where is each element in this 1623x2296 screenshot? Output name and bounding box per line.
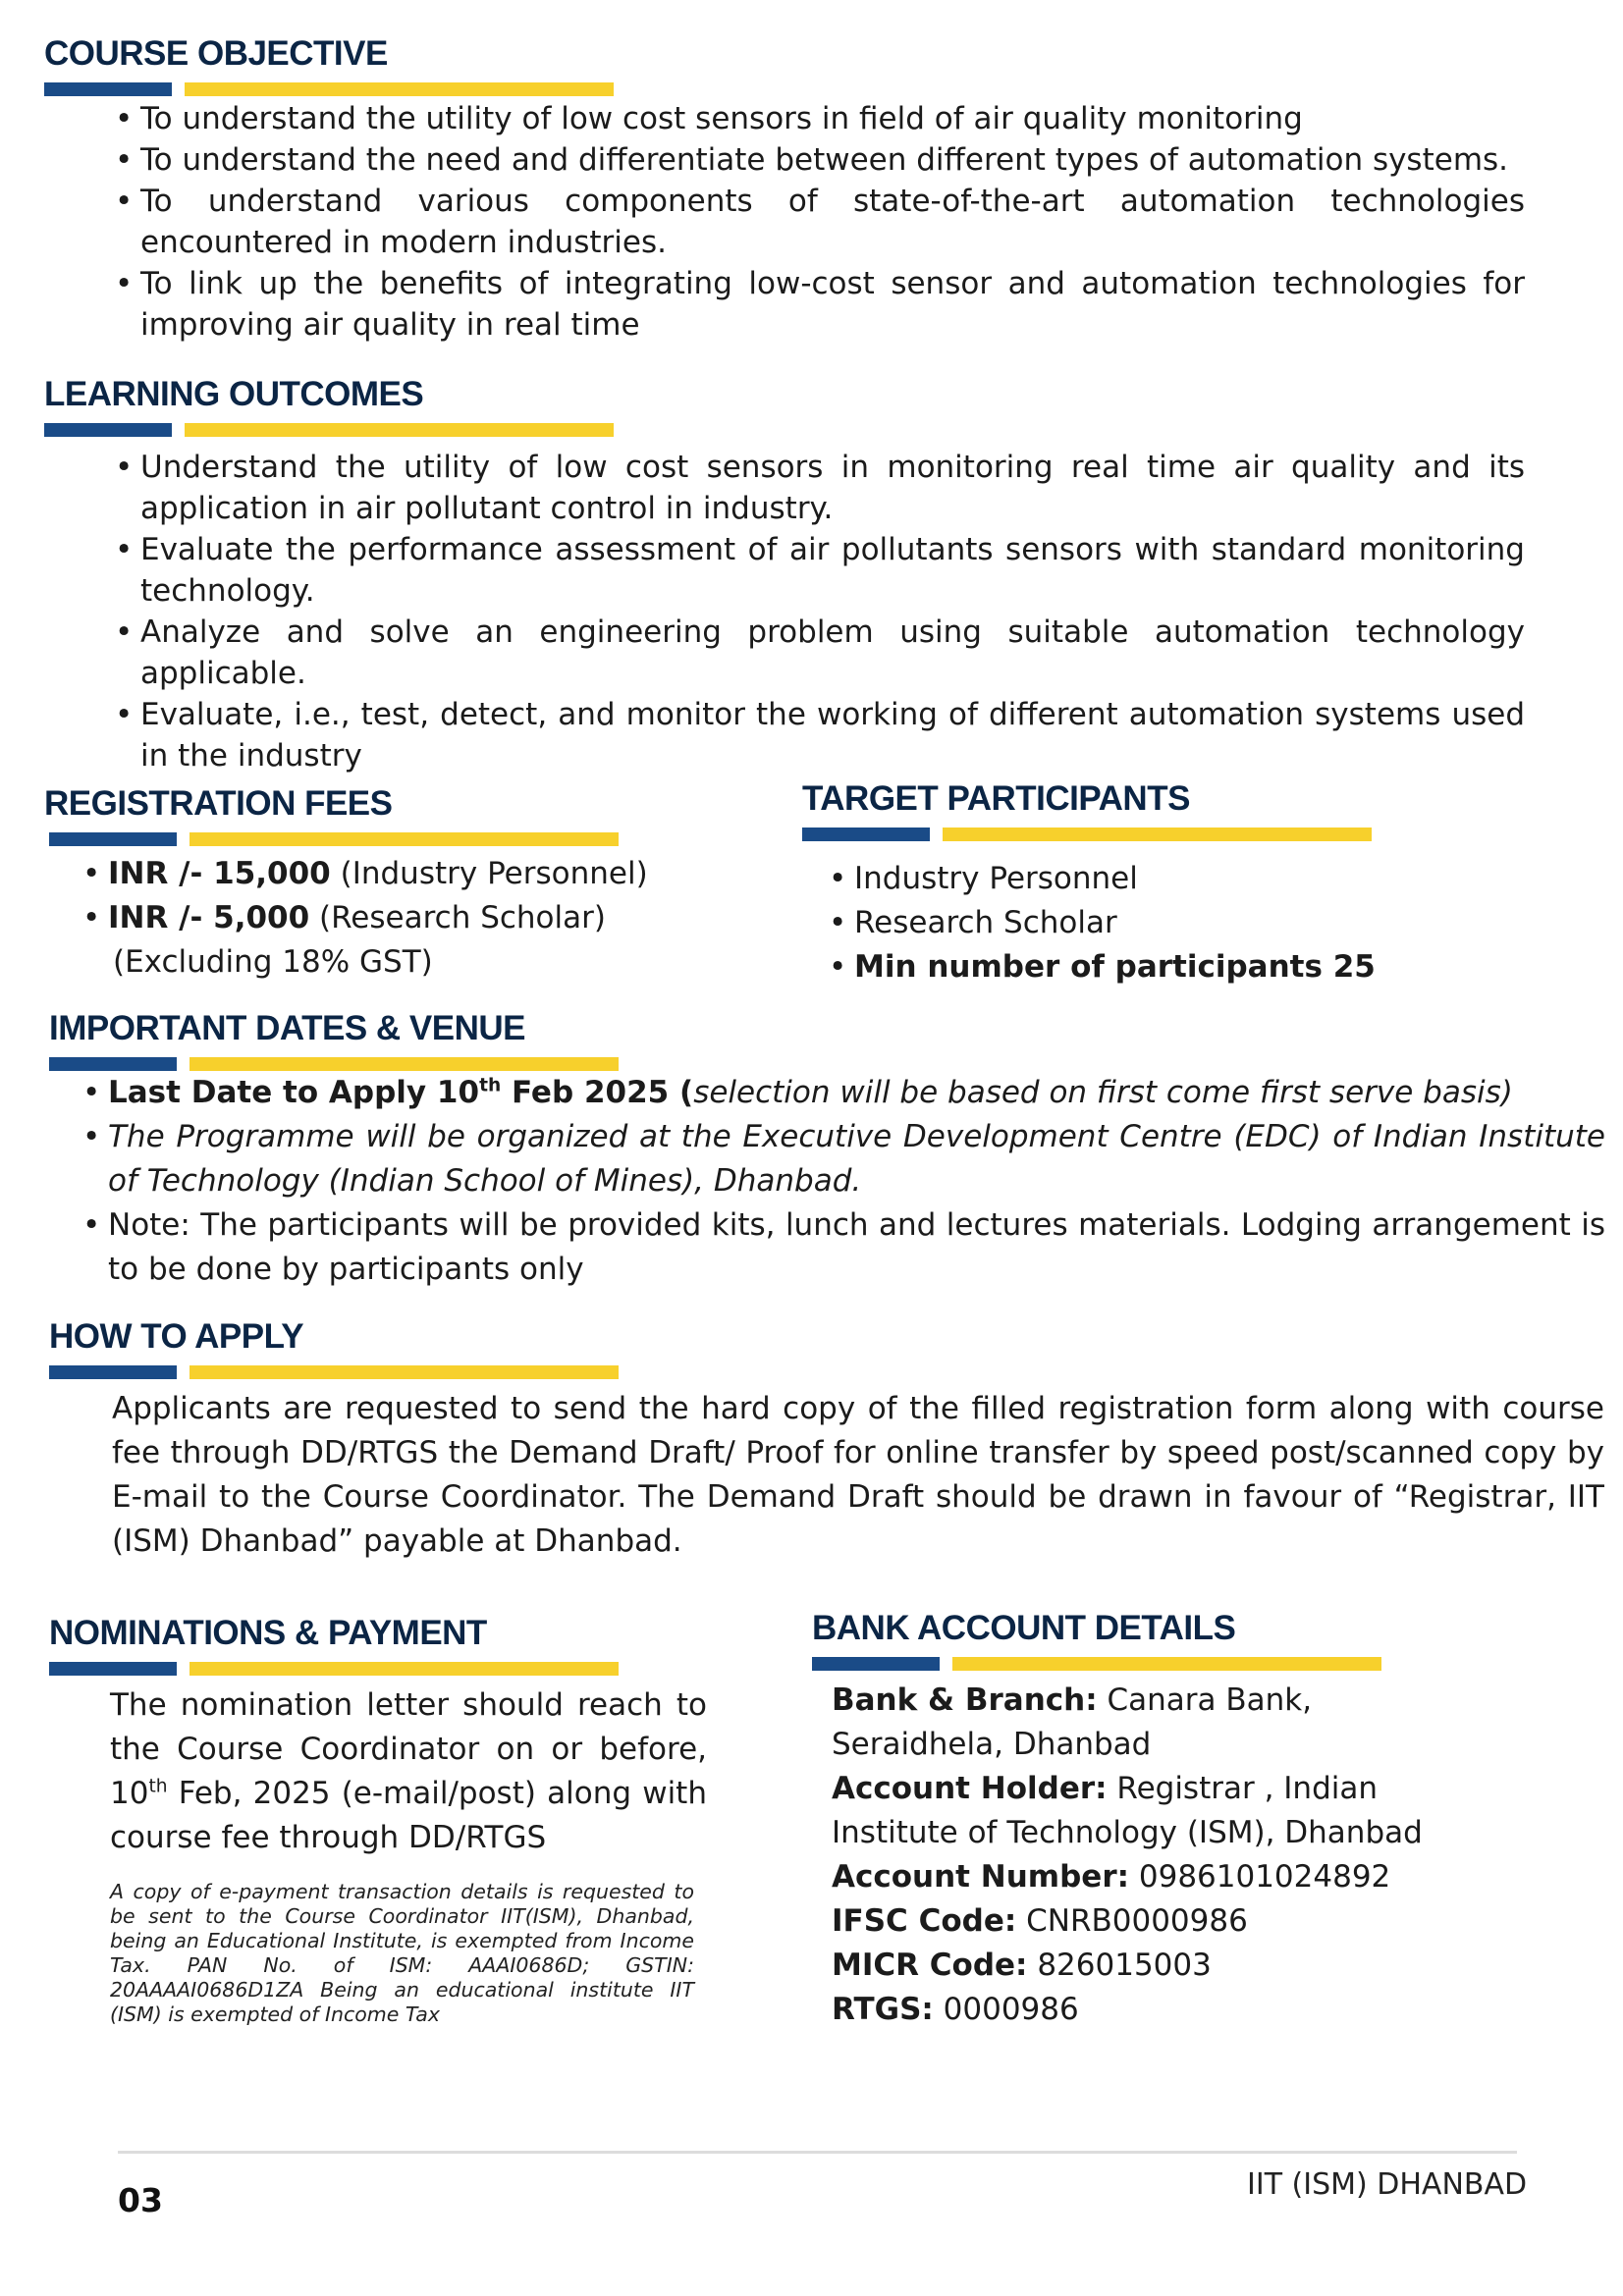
- bank-row-label: MICR Code:: [832, 1948, 1028, 1983]
- section-rule: [49, 1057, 1610, 1071]
- last-date-value: Feb 2025 (: [501, 1075, 694, 1110]
- list-item: • To understand various components of state-of-the-art automation technologies encountered in modern industries.: [111, 181, 1525, 263]
- list-item: • Evaluate the performance assessment of air pollutants sensors with standard monitoring technology.: [111, 529, 1525, 612]
- course-objective-heading: COURSE OBJECTIVE: [44, 34, 388, 73]
- bank-row-label: Account Holder:: [832, 1771, 1108, 1806]
- ordinal-suffix: th: [148, 1776, 168, 1797]
- bank-details-heading: BANK ACCOUNT DETAILS: [812, 1609, 1236, 1647]
- fee-amount: INR /- 5,000: [108, 900, 310, 935]
- bank-row-label: IFSC Code:: [832, 1903, 1017, 1939]
- bank-row: [832, 1767, 1480, 1855]
- section-rule: [812, 1657, 1519, 1671]
- list-item: [825, 945, 1489, 989]
- bank-row-value: Canara Bank, Seraidhela, Dhanbad: [832, 1682, 1313, 1762]
- learning-outcomes-section: [44, 374, 1546, 776]
- bank-details-section: [812, 1608, 1519, 2032]
- section-rule: [49, 1365, 1610, 1379]
- list-item: • Analyze and solve an engineering problem using suitable automation technology applicable.: [111, 612, 1525, 694]
- bank-row: [832, 1988, 1480, 2032]
- list-item: • Note: The participants will be provided kits, lunch and lectures materials. Lodging arrangement is to be done by participants only: [79, 1203, 1605, 1292]
- how-to-apply-heading: HOW TO APPLY: [49, 1317, 304, 1356]
- bank-row-value: CNRB0000986: [1016, 1903, 1248, 1939]
- tax-exemption-note: A copy of e-payment transaction details is requested to be sent to the Course Coordinator IIT(ISM), Dhanbad, being an Educational Institute, is exempted from Income Tax. PAN No. of ISM: AAAI0686D; GSTIN: 20AAAAI0686D1ZA Being an educational institute IIT (ISM) is exempted of Income Tax: [110, 1880, 694, 2026]
- list-item: • To link up the benefits of integrating low-cost sensor and automation technologies for improving air quality in real time: [111, 263, 1525, 346]
- list-item: • Research Scholar: [825, 901, 1489, 945]
- bank-details-list: [832, 1679, 1480, 2032]
- bank-row-label: Bank & Branch:: [832, 1682, 1098, 1718]
- list-item: [79, 1071, 1605, 1115]
- list-item: [79, 852, 653, 896]
- learning-outcomes-list: [111, 447, 1525, 776]
- fees-list: [79, 852, 653, 940]
- list-item: • To understand the need and differentiate between different types of automation systems.: [111, 139, 1525, 181]
- list-item: • Evaluate, i.e., test, detect, and monitor the working of different automation systems used in the industry: [111, 694, 1525, 776]
- bank-row-value: 826015003: [1027, 1948, 1212, 1983]
- min-participants: Min number of participants 25: [854, 949, 1376, 985]
- registration-fees-section: [44, 783, 653, 985]
- registration-fees-heading: REGISTRATION FEES: [44, 784, 393, 823]
- list-item: • To understand the utility of low cost sensors in field of air quality monitoring: [111, 98, 1525, 139]
- nominations-heading: NOMINATIONS & PAYMENT: [49, 1614, 487, 1652]
- fee-amount: INR /- 15,000: [108, 856, 331, 891]
- section-rule: [44, 832, 653, 846]
- footer-divider: [118, 2151, 1517, 2154]
- fee-label: (Industry Personnel): [340, 856, 648, 891]
- target-participants-heading: TARGET PARTICIPANTS: [802, 779, 1190, 818]
- bank-row-value: Registrar , Indian Institute of Technology (ISM), Dhanbad: [832, 1771, 1423, 1850]
- how-to-apply-section: [49, 1316, 1610, 1564]
- bank-row: [832, 1855, 1480, 1899]
- selection-note: selection will be based on first come first serve basis): [693, 1075, 1513, 1110]
- bank-row: [832, 1899, 1480, 1944]
- target-participants-section: [802, 778, 1489, 989]
- gst-note: (Excluding 18% GST): [113, 944, 433, 980]
- course-objective-list: [111, 98, 1525, 346]
- venue-text: The Programme will be organized at the Executive Development Centre (EDC) of Indian Institute of Technology (Indian School of Mines), Dhanbad.: [108, 1119, 1605, 1199]
- how-to-apply-text: Applicants are requested to send the hard copy of the filled registration form along with course fee through DD/RTGS the Demand Draft/ Proof for online transfer by speed post/scanned copy by E-mail to the Course Coordinator. The Demand Draft should be drawn in favour of “Registrar, IIT (ISM) Dhanbad” payable at Dhanbad.: [112, 1391, 1604, 1559]
- footer-institute-name: IIT (ISM) DHANBAD: [1247, 2167, 1528, 2202]
- list-item: [79, 1115, 1605, 1203]
- section-rule: [44, 423, 1546, 437]
- participants-list: [825, 857, 1489, 989]
- section-rule: [44, 82, 1546, 96]
- ordinal-suffix: th: [479, 1075, 502, 1096]
- bank-row-label: RTGS:: [832, 1992, 934, 2027]
- last-date-label: Last Date to Apply 10: [108, 1075, 480, 1110]
- important-dates-section: [49, 1008, 1610, 1292]
- list-item: [79, 896, 653, 940]
- important-dates-heading: IMPORTANT DATES & VENUE: [49, 1009, 525, 1047]
- page-number: 03: [118, 2181, 163, 2219]
- section-rule: [49, 1662, 717, 1676]
- bank-row: [832, 1679, 1480, 1767]
- bank-row-value: 0000986: [933, 1992, 1079, 2027]
- course-objective-section: [44, 33, 1546, 346]
- list-item: • Industry Personnel: [825, 857, 1489, 901]
- bank-row-value: 0986101024892: [1129, 1859, 1391, 1895]
- fee-label: (Research Scholar): [319, 900, 606, 935]
- nominations-text: The nomination letter should reach to the Course Coordinator on or before, 10th Feb, 2025 (e-mail/post) along with course fee through DD/RTGS: [110, 1687, 707, 1855]
- bank-row: [832, 1944, 1480, 1988]
- list-item: • Understand the utility of low cost sensors in monitoring real time air quality and its application in air pollutant control in industry.: [111, 447, 1525, 529]
- nominations-section: [49, 1613, 717, 2027]
- learning-outcomes-heading: LEARNING OUTCOMES: [44, 375, 424, 413]
- bank-row-label: Account Number:: [832, 1859, 1130, 1895]
- section-rule: [802, 828, 1489, 841]
- dates-list: [79, 1071, 1605, 1292]
